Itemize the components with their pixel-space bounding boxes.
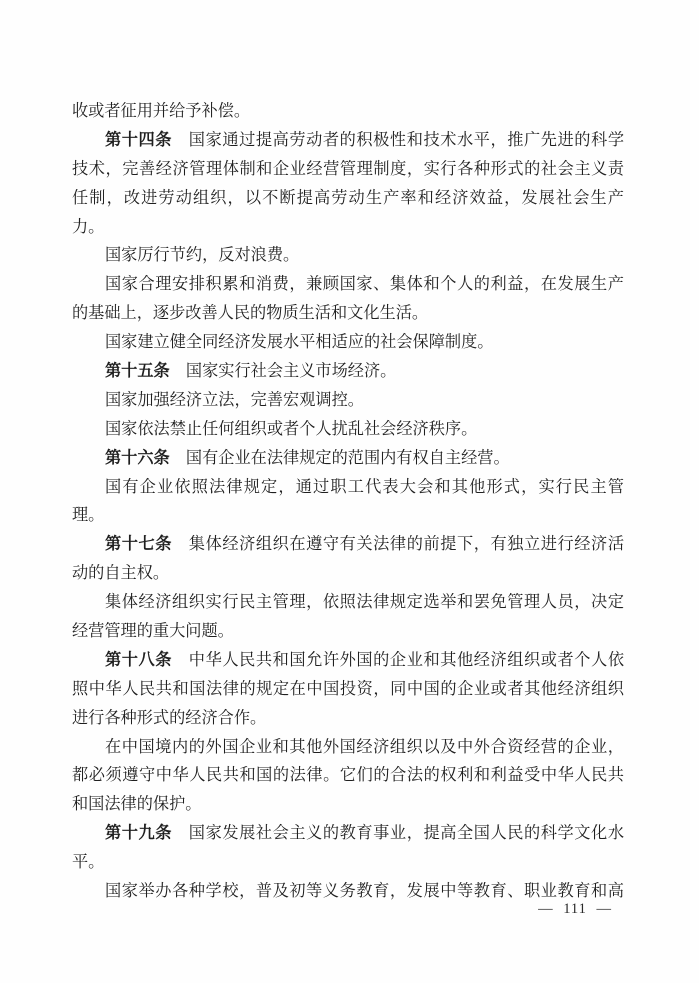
text-segment: 国有企业在法律规定的范围内有权自主经营。 — [169, 448, 510, 467]
document-text-block — [72, 97, 624, 906]
text-segment: 都必须遵守中华人民共和国的法律。它们的合法的权利和利益受中华人民共 — [72, 766, 624, 785]
text-segment: 理。 — [72, 506, 105, 525]
text-line — [72, 501, 624, 530]
text-line — [72, 848, 624, 877]
text-line — [72, 761, 624, 790]
text-line — [72, 155, 624, 184]
text-segment: 任制，改进劳动组织，以不断提高劳动生产率和经济效益，发展社会生产 — [72, 188, 624, 207]
text-line — [72, 270, 624, 299]
text-line — [72, 819, 624, 848]
text-segment: 国家建立健全同经济发展水平相适应的社会保障制度。 — [105, 333, 494, 352]
text-segment: 国家举办各种学校，普及初等义务教育，发展中等教育、职业教育和高 — [105, 882, 624, 901]
text-segment: 力。 — [72, 217, 105, 236]
text-line — [72, 97, 624, 126]
text-segment: 照中华人民共和国法律的规定在中国投资，同中国的企业或者其他经济组织 — [72, 679, 624, 698]
text-segment: 集体经济组织实行民主管理，依照法律规定选举和罢免管理人员，决定 — [105, 593, 624, 612]
text-segment: 技术，完善经济管理体制和企业经营管理制度，实行各种形式的社会主义责 — [72, 159, 624, 178]
text-line — [72, 357, 624, 386]
text-line — [72, 733, 624, 762]
text-line — [72, 790, 624, 819]
article-number: 第十四条 — [105, 130, 173, 149]
article-number: 第十八条 — [105, 650, 173, 669]
text-line — [72, 704, 624, 733]
text-segment: 在中国境内的外国企业和其他外国经济组织以及中外合资经营的企业， — [105, 737, 624, 756]
text-segment: 和国法律的保护。 — [72, 795, 202, 814]
text-line — [72, 184, 624, 213]
text-segment: 国家合理安排积累和消费，兼顾国家、集体和个人的利益，在发展生产 — [105, 275, 624, 294]
article-number: 第十五条 — [105, 362, 170, 381]
text-line — [72, 299, 624, 328]
text-line — [72, 473, 624, 502]
article-number: 第十七条 — [105, 535, 173, 554]
text-segment: 平。 — [72, 853, 105, 872]
page-number: — 111 — — [538, 901, 612, 917]
text-line — [72, 646, 624, 675]
text-segment: 经营管理的重大问题。 — [72, 622, 234, 641]
text-line — [72, 241, 624, 270]
text-line — [72, 328, 624, 357]
text-line — [72, 444, 624, 473]
text-line — [72, 559, 624, 588]
article-number: 第十九条 — [105, 824, 173, 843]
text-segment: 集体经济组织在遵守有关法律的前提下，有独立进行经济活 — [172, 535, 625, 554]
text-line — [72, 213, 624, 242]
text-segment: 国家加强经济立法，完善宏观调控。 — [105, 390, 364, 409]
text-line — [72, 386, 624, 415]
text-segment: 国家发展社会主义的教育事业，提高全国人民的科学文化水 — [172, 824, 625, 843]
text-segment: 中华人民共和国允许外国的企业和其他经济组织或者个人依 — [172, 650, 625, 669]
text-line — [72, 588, 624, 617]
text-segment: 国家实行社会主义市场经济。 — [169, 362, 397, 381]
text-segment: 国有企业依照法律规定，通过职工代表大会和其他形式，实行民主管 — [105, 477, 624, 496]
text-segment: 国家厉行节约，反对浪费。 — [105, 246, 300, 265]
text-line — [72, 617, 624, 646]
text-segment: 收或者征用并给予补偿。 — [72, 102, 251, 120]
text-segment: 动的自主权。 — [72, 564, 170, 583]
text-segment: 的基础上，逐步改善人民的物质生活和文化生活。 — [72, 304, 429, 323]
text-line — [72, 415, 624, 444]
text-segment: 国家依法禁止任何组织或者个人扰乱社会经济秩序。 — [105, 419, 478, 438]
article-number: 第十六条 — [105, 448, 170, 467]
text-segment: 国家通过提高劳动者的积极性和技术水平，推广先进的科学 — [172, 130, 625, 149]
text-segment: 进行各种形式的经济合作。 — [72, 708, 267, 727]
text-line — [72, 126, 624, 155]
text-line — [72, 675, 624, 704]
text-line — [72, 530, 624, 559]
